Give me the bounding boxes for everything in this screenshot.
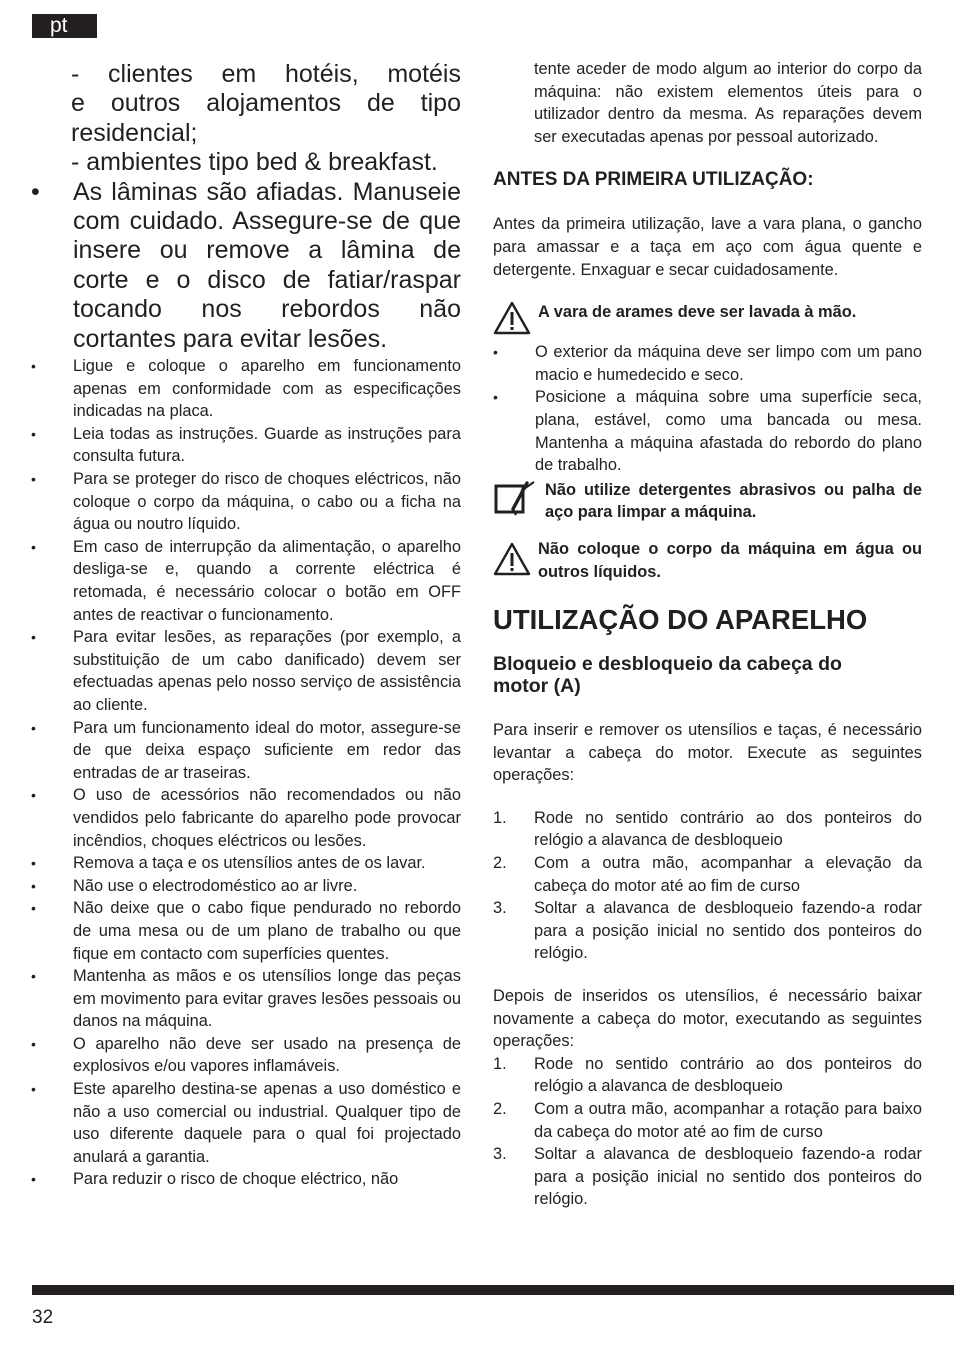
bullet-icon: • — [31, 787, 36, 804]
step-text: Rode no sentido contrário ao dos ponteiros do relógio a alavanca de desbloqueio — [534, 1054, 922, 1096]
list-item-text: Não use o electrodoméstico ao ar livre. — [73, 876, 358, 895]
list-item-text: Não deixe que o cabo fique pendurado no rebordo de uma mesa ou de um plano de trabalho ou que fique em contacto com superfícies quentes. — [73, 899, 461, 963]
dash-line: - ambientes tipo bed & breakfast. — [71, 148, 438, 177]
list-item-text: Para se proteger do risco de choques eléctricos, não coloque o corpo da máquina, o cabo ou a ficha na água ou noutro líquido. — [73, 470, 461, 534]
list-item — [493, 341, 922, 386]
right-column — [493, 58, 922, 1211]
bullet-icon: • — [31, 177, 40, 206]
list-item — [31, 355, 461, 423]
bullet-icon: • — [31, 629, 36, 646]
step-number: 3. — [493, 1145, 507, 1164]
list-item — [31, 1033, 461, 1078]
list-item — [31, 875, 461, 898]
big-bullet-text: As lâminas são afiadas. Manuseie com cuidado. Assegure-se de que insere ou remove a lâmina de corte e o disco de fatiar/raspar tocando nos rebordos não cortantes para evitar lesões. — [73, 177, 461, 353]
list-item-text: O exterior da máquina deve ser limpo com um pano macio e humedecido e seco. — [535, 343, 922, 384]
bullet-icon: • — [31, 1035, 36, 1052]
list-item — [31, 965, 461, 1033]
step-text: Com a outra mão, acompanhar a rotação para baixo da cabeça do motor até ao fim de curso — [534, 1100, 922, 1141]
after-intro-text: Depois de inseridos os utensílios, é necessário baixar novamente a cabeça do motor, executando as seguintes operações: — [493, 987, 922, 1051]
list-item — [31, 468, 461, 536]
bullet-icon: • — [493, 344, 498, 361]
bullet-icon: • — [31, 1081, 36, 1098]
note-abrasives — [493, 479, 922, 524]
dash-item — [71, 60, 461, 148]
bullet-icon: • — [31, 538, 36, 555]
step-number: 1. — [493, 808, 507, 827]
step-text: Com a outra mão, acompanhar a elevação da cabeça do motor até ao fim de curso — [534, 854, 922, 895]
dash-line: e outros alojamentos de tipo — [71, 89, 461, 118]
list-item-text: Leia todas as instruções. Guarde as instruções para consulta futura. — [73, 424, 461, 466]
list-item-text: Ligue e coloque o aparelho em funcionamento apenas em conformidade com as especificações indicadas na placa. — [73, 357, 461, 421]
subheading-lock: Bloqueio e desbloqueio da cabeça do motor (A) — [493, 653, 842, 698]
list-item-text: Mantenha as mãos e os utensílios longe das peças em movimento para evitar graves lesões pessoais ou danos na máquina. — [73, 967, 461, 1031]
step-item — [493, 1143, 922, 1211]
list-item-text: O uso de acessórios não recomendados ou não vendidos pelo fabricante do aparelho pode provocar incêndios, choques eléctricos ou lesões. — [73, 786, 461, 850]
list-item-text: Remova a taça e os utensílios antes de os lavar. — [73, 854, 426, 873]
list-item — [31, 897, 461, 965]
warning-no-water — [493, 538, 922, 583]
bullet-icon: • — [31, 425, 36, 442]
step-item — [493, 1098, 922, 1143]
bullet-icon: • — [31, 719, 36, 736]
list-item — [31, 423, 461, 468]
list-item — [493, 386, 922, 476]
section-heading-usage: UTILIZAÇÃO DO APARELHO — [493, 604, 868, 636]
bullet-icon: • — [31, 358, 36, 375]
bullet-icon: • — [31, 855, 36, 872]
step-text: Rode no sentido contrário ao dos ponteiros do relógio a alavanca de desbloqueio — [534, 808, 922, 850]
step-number: 1. — [493, 1054, 507, 1073]
dash-line: residencial; — [71, 118, 198, 147]
dash-line: - clientes em hotéis, motéis — [71, 60, 461, 88]
list-item — [31, 1168, 461, 1191]
list-item-text: O aparelho não deve ser usado na presença de explosivos e/ou vapores inflamáveis. — [73, 1034, 461, 1076]
step-number: 2. — [493, 1100, 507, 1118]
bullet-icon: • — [31, 900, 36, 917]
list-item-text: Para evitar lesões, as reparações (por exemplo, a substituição de um cabo danificado) devem ser efectuadas apenas pelo nosso serviço de assistência ao cliente. — [73, 628, 461, 714]
bullet-icon: • — [493, 389, 498, 406]
list-item-text: Em caso de interrupção da alimentação, o aparelho desliga-se e, quando a corrente eléctrica é retomada, é necessário colocar o botão em OFF antes de reactivar o funcionamento. — [73, 537, 461, 624]
bullet-icon: • — [31, 877, 36, 894]
safety-list — [31, 355, 461, 1191]
list-item — [31, 784, 461, 852]
list-item — [31, 1078, 461, 1168]
step-item — [493, 807, 922, 852]
left-column — [31, 60, 461, 1191]
footer-bar — [32, 1285, 954, 1295]
step-number: 3. — [493, 899, 507, 918]
lock-intro-text: Para inserir e remover os utensílios e taças, é necessário levantar a cabeça do motor. Execute as seguintes operações: — [493, 721, 922, 785]
warning-text: A vara de arames deve ser lavada à mão. — [538, 303, 857, 322]
steps-raise — [493, 807, 922, 965]
continued-text: tente aceder de modo algum ao interior do corpo da máquina: não existem elementos úteis para o utilizador dentro da mesma. As reparações devem ser executadas apenas por pessoal autorizado. — [534, 60, 922, 146]
list-item-text: Este aparelho destina-se apenas a uso doméstico e não a uso comercial ou industrial. Qualquer tipo de uso diferente daquele para o qual foi projectado anulará a garantia. — [73, 1080, 461, 1166]
list-item — [31, 717, 461, 785]
step-item — [493, 897, 922, 965]
step-text: Soltar a alavanca de desbloqueio fazendo-a rodar para a posição inicial no sentido dos ponteiros do relógio. — [534, 899, 922, 963]
list-item-text: Posicione a máquina sobre uma superfície seca, plana, estável, como uma bancada ou mesa. Mantenha a máquina afastada do rebordo do plano de trabalho. — [535, 388, 922, 475]
list-item-text: Para um funcionamento ideal do motor, assegure-se de que deixa espaço suficiente em redor das entradas de ar traseiras. — [73, 718, 461, 782]
warning-triangle-icon — [493, 542, 531, 576]
step-number: 2. — [493, 854, 507, 873]
list-item — [31, 626, 461, 716]
steps-lower — [493, 1053, 922, 1211]
page-number: 32 — [32, 1307, 54, 1328]
warning-triangle-icon — [493, 301, 531, 335]
step-text: Soltar a alavanca de desbloqueio fazendo-a rodar para a posição inicial no sentido dos ponteiros do relógio. — [534, 1145, 922, 1209]
warning-hand-wash — [493, 301, 922, 337]
dash-item — [71, 148, 461, 177]
warning-text: Não coloque o corpo da máquina em água ou outros líquidos. — [538, 539, 922, 581]
before-use-text: Antes da primeira utilização, lave a vara plana, o gancho para amassar e a taça em aço com água quente e detergente. Enxaguar e secar cuidadosamente. — [493, 215, 922, 279]
cleaning-list — [493, 341, 922, 477]
step-item — [493, 852, 922, 897]
list-item-text: Para reduzir o risco de choque eléctrico, não — [73, 1170, 399, 1189]
step-item — [493, 1053, 922, 1098]
section-heading-before-use: ANTES DA PRIMEIRA UTILIZAÇÃO: — [493, 169, 814, 191]
bullet-icon: • — [31, 968, 36, 985]
bullet-icon: • — [31, 471, 36, 488]
note-checkbox-icon — [493, 481, 537, 519]
list-item — [31, 852, 461, 875]
language-tag: pt — [32, 14, 97, 38]
big-warning-bullet — [31, 178, 461, 354]
bullet-icon: • — [31, 1171, 36, 1188]
list-item — [31, 536, 461, 626]
note-text: Não utilize detergentes abrasivos ou palha de aço para limpar a máquina. — [545, 480, 922, 522]
